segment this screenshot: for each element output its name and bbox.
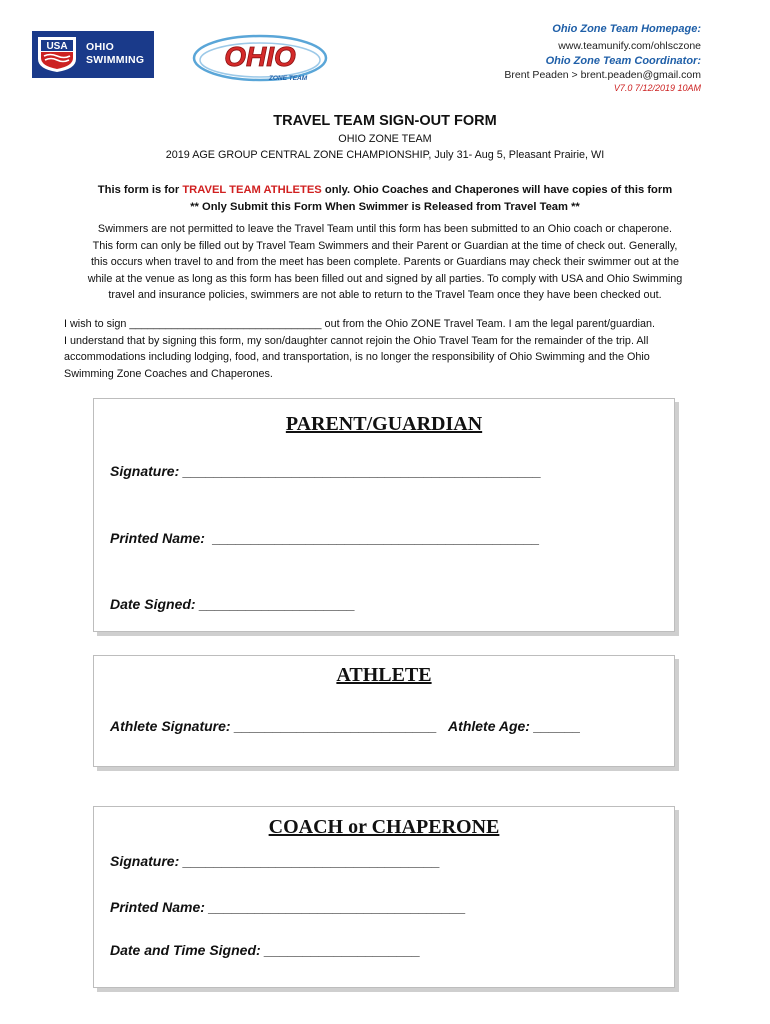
parent-signature-field[interactable]: Signature: ______________________________________________ bbox=[110, 463, 542, 479]
travel-team-athletes-highlight: TRAVEL TEAM ATHLETES bbox=[182, 184, 322, 196]
parent-guardian-section bbox=[93, 398, 675, 632]
svg-text:USA: USA bbox=[46, 41, 68, 52]
coordinator-contact[interactable]: Brent Peaden > brent.peaden@gmail.com bbox=[504, 69, 701, 81]
parent-printed-name-field[interactable]: Printed Name: __________________________________________ bbox=[110, 530, 540, 546]
svg-text:ZONE TEAM: ZONE TEAM bbox=[268, 75, 308, 82]
usa-org-line1: OHIO bbox=[86, 41, 115, 53]
coach-chaperone-title: COACH or CHAPERONE bbox=[268, 816, 500, 838]
form-title: TRAVEL TEAM SIGN-OUT FORM bbox=[273, 113, 497, 129]
ohio-zone-team-logo bbox=[190, 30, 330, 86]
consent-line: I wish to sign ________________________________ out from the Ohio ZONE Travel Team. I am the legal parent/guardian. bbox=[64, 318, 656, 330]
usa-swimming-badge-icon bbox=[36, 35, 78, 73]
svg-text:OHIO: OHIO bbox=[224, 41, 296, 72]
athlete-only-note: This form is for TRAVEL TEAM ATHLETES only. Ohio Coaches and Chaperones will have copies of this form bbox=[97, 184, 673, 196]
consent-line: I understand that by signing this form, my son/daughter cannot rejoin the Ohio Travel Team for the remainder of the trip. All bbox=[64, 334, 649, 347]
homepage-url[interactable]: www.teamunify.com/ohlsczone bbox=[558, 40, 701, 52]
policy-line: Swimmers are not permitted to leave the Travel Team until this form has been submitted to an Ohio coach or chaperone. bbox=[97, 223, 673, 235]
coach-printed-name-field[interactable]: Printed Name: _________________________________ bbox=[110, 899, 466, 915]
policy-line: this occurs when travel to and from the meet has been complete. Parents or Guardians may check their swimmer out at the bbox=[90, 256, 680, 269]
coordinator-label: Ohio Zone Team Coordinator: bbox=[545, 55, 701, 67]
consent-paragraph bbox=[64, 316, 714, 382]
coach-date-time-field[interactable]: Date and Time Signed: ____________________ bbox=[110, 942, 421, 958]
athlete-title: ATHLETE bbox=[336, 664, 432, 686]
consent-line: Swimming Zone Coaches and Chaperones. bbox=[64, 367, 273, 380]
coach-chaperone-section bbox=[93, 806, 675, 988]
submit-note: ** Only Submit this Form When Swimmer is Released from Travel Team ** bbox=[190, 201, 580, 213]
coach-signature-field[interactable]: Signature: _________________________________ bbox=[110, 853, 441, 869]
event-line: 2019 AGE GROUP CENTRAL ZONE CHAMPIONSHIP, July 31- Aug 5, Pleasant Prairie, WI bbox=[165, 149, 605, 161]
policy-line: travel and insurance policies, swimmers are not able to return to the Travel Team once they have been checked out. bbox=[108, 289, 662, 302]
ohio-swimming-logo bbox=[32, 31, 154, 78]
policy-line: while at the venue as long as this form has been filled out and signed by all parties. To comply with USA and Ohio Swimming bbox=[87, 272, 683, 285]
usa-org-line2: SWIMMING bbox=[86, 54, 145, 66]
policy-line: This form can only be filled out by Travel Team Swimmers and their Parent or Guardian at the time of check out. Generally, bbox=[92, 239, 678, 252]
version-stamp: V7.0 7/12/2019 10AM bbox=[613, 83, 701, 93]
team-name: OHIO ZONE TEAM bbox=[338, 133, 432, 145]
parent-guardian-title: PARENT/GUARDIAN bbox=[285, 413, 483, 435]
parent-date-signed-field[interactable]: Date Signed: ____________________ bbox=[110, 596, 356, 612]
policy-paragraph bbox=[60, 221, 710, 304]
homepage-label: Ohio Zone Team Homepage: bbox=[552, 23, 701, 35]
athlete-section bbox=[93, 655, 675, 767]
consent-line: accommodations including lodging, food, and transportation, is no longer the responsibility of Ohio Swimming and the Ohio bbox=[64, 351, 650, 364]
athlete-signature-age-field[interactable]: Athlete Signature: __________________________ Athlete Age: ______ bbox=[110, 718, 581, 734]
